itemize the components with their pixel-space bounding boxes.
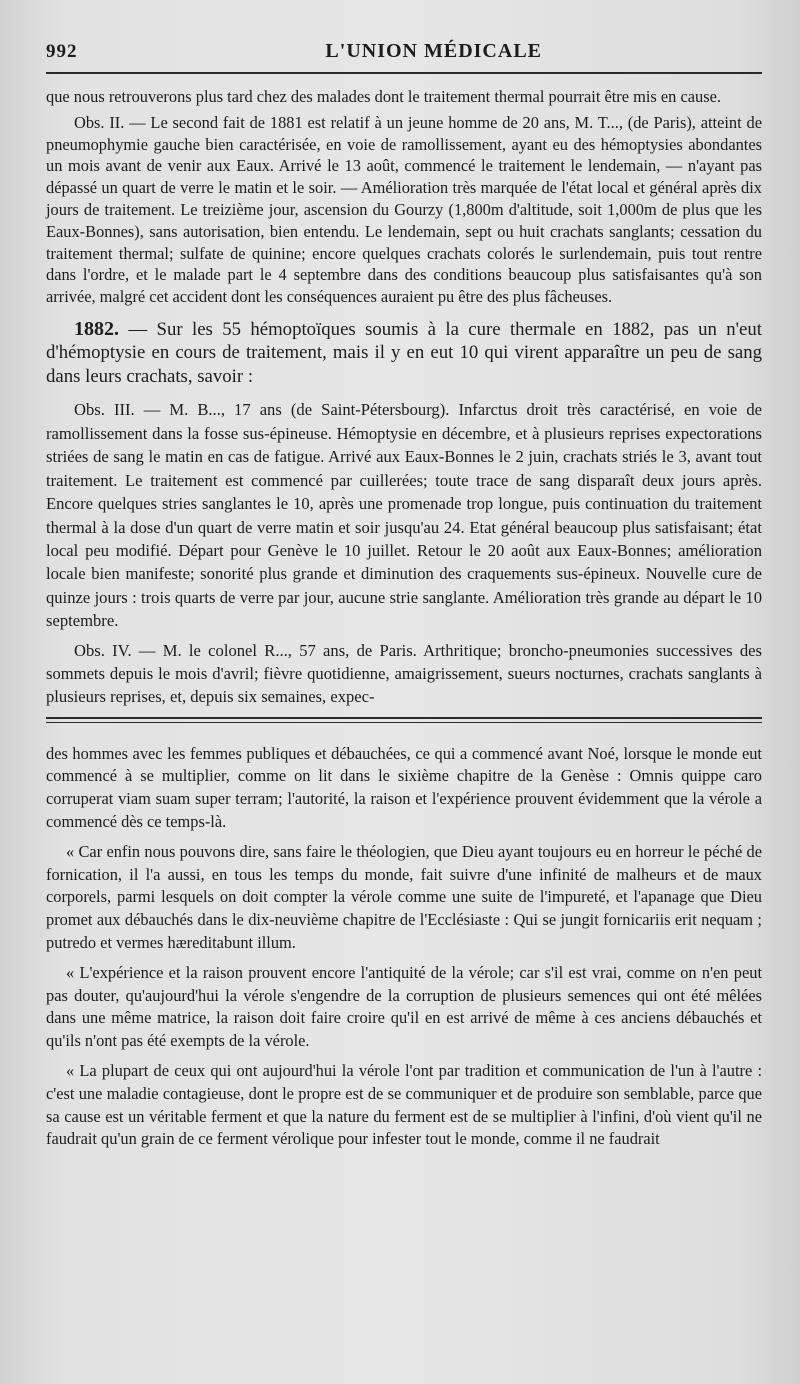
page-header xyxy=(46,40,762,68)
feuilleton-paragraph-1: des hommes avec les femmes publiques et débauchées, ce qui a commencé avant Noé, lorsque le monde eut commencé à se multiplier, comme on lit dans le sixième chapitre de la Genèse : Omnis quippe caro corruperat viam suam super terram; l'autorité, la raison et l'expérience prouvent évidemment que la vérole a commencé dès ce temps-là. xyxy=(46,743,762,831)
page-number: 992 xyxy=(46,41,78,62)
footnote-separator xyxy=(46,717,762,723)
observations-block xyxy=(46,398,762,708)
observation-2-paragraph: Obs. II. — Le second fait de 1881 est relatif à un jeune homme de 20 ans, M. T..., (de Paris), atteint de pneumophymie gauche bien caractérisée, en voie de ramollissement, ayant eu des hémoptysies abondantes un mois avant de venir aux Eaux. Arrivé le 13 août, commencé le traitement le lendemain, — n'ayant pas dépassé un quart de verre le matin et le soir. — Amélioration très marquée de l'état local et général après dix jours de traitement. Le treizième jour, ascension du Gourzy (1,800m d'altitude, soit 1,000m de plus que les Eaux-Bonnes), sans autorisation, bien entendu. Le lendemain, sept ou huit crachats sanglants; cessation du traitement thermal; sulfate de quinine; encore quelques crachats colorés le surlendemain, puis tout rentre dans l'ordre, et le malade part le 4 septembre dans des conditions beaucoup plus satisfaisantes qu'à son arrivée, malgré cet accident dont les conséquences auraient pu être des plus fâcheuses. xyxy=(46,112,762,307)
feuilleton-text xyxy=(46,743,762,1151)
upper-text-block xyxy=(46,86,762,308)
continuation-paragraph: que nous retrouverons plus tard chez des malades dont le traitement thermal pourrait être mis en cause. xyxy=(46,87,721,106)
feuilleton-paragraph-4: « La plupart de ceux qui ont aujourd'hui la vérole l'ont par tradition et communication de l'un à l'autre : c'est une maladie contagieuse, dont le propre est de se communiquer et de produire son semblable, parce que sa cause est un véritable ferment et que la nature du ferment est de se multiplier à l'infini, d'où vient qu'il ne faudrait qu'un grain de ce ferment vérolique pour infester tout le monde, comme il ne faudrait xyxy=(46,1061,762,1149)
year-heading: 1882. xyxy=(74,317,119,340)
feuilleton-paragraph-3: « L'expérience et la raison prouvent encore l'antiquité de la vérole; car s'il est vrai, comme on n'en peut pas douter, qu'aujourd'hui la vérole s'engendre de la corruption de plusieurs semences qui ont été mêlées dans une même matrice, la raison doit faire croire qu'il en est arrivé de même à ces anciens débauchés et qu'ils n'ont pas été exempts de la vérole. xyxy=(46,963,762,1050)
running-title: L'UNION MÉDICALE xyxy=(325,40,542,62)
year-text: — Sur les 55 hémoptoïques soumis à la cure thermale en 1882, pas un n'eut d'hémoptysie en cours de traitement, mais il y en eut 10 qui virent apparaître un peu de sang dans leurs crachats, savoir : xyxy=(46,318,762,387)
observation-4-paragraph: Obs. IV. — M. le colonel R..., 57 ans, de Paris. Arthritique; broncho-pneumonies successives des sommets depuis le mois d'avril; fièvre quotidienne, amaigrissement, sueurs nocturnes, crachats sanglants à plusieurs reprises, et, depuis six semaines, expec- xyxy=(46,640,762,707)
feuilleton-paragraph-2: « Car enfin nous pouvons dire, sans faire le théologien, que Dieu ayant toujours eu en horreur le péché de fornication, il l'a aussi, en tous les temps du monde, fait suivre d'une infinité de malheurs et de maux corporels, parmi lesquels on doit compter la vérole comme une suite de l'impureté, et l'apanage que Dieu promet aux débauchés dans le dix-neuvième chapitre de l'Ecclésiaste : Qui se jungit fornicariis erit nequam ; putredo et vermes hæreditabunt illum. xyxy=(46,842,762,952)
year-1882-section xyxy=(46,318,762,389)
year-paragraph xyxy=(46,318,762,389)
header-rule xyxy=(46,72,762,74)
observation-3-paragraph: Obs. III. — M. B..., 17 ans (de Saint-Pétersbourg). Infarctus droit très caractérisé, en voie de ramollissement dans la fosse sus-épineuse. Hémoptysie en décembre, et à plusieurs reprises expectorations striées de sang le matin en cas de fatigue. Arrivé aux Eaux-Bonnes le 2 juin, crachats striés le 3, avant tout traitement. Le traitement est commencé par cuillerées; toute trace de sang disparaît deux jours après. Encore quelques stries sanglantes le 10, après une promenade trop longue, puis continuation du traitement thermal à la dose d'un quart de verre matin et soir jusqu'au 24. Etat général beaucoup plus satisfaisant; état local peu modifié. Départ pour Genève le 10 juillet. Retour le 20 août aux Eaux-Bonnes; amélioration locale bien manifeste; sonorité plus grande et diminution des craquements sus-épineux. Nouvelle cure de quinze jours : trois quarts de verre par jour, aucune strie sanglante. Amélioration très grande au départ le 10 septembre. xyxy=(46,400,762,631)
